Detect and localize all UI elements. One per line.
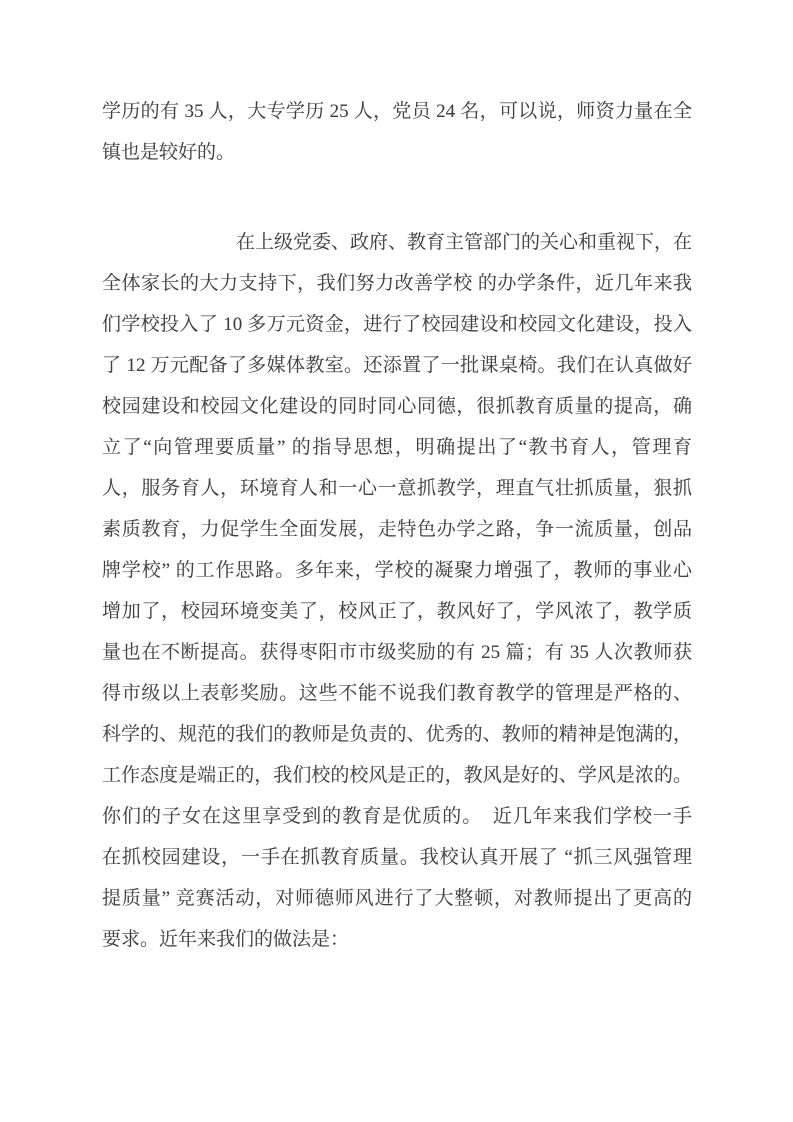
- text-line: 在抓校园建设，一手在抓教育质量。我校认真开展了 “抓三风强管理: [102, 847, 692, 868]
- text-line: 镇也是较好的。: [102, 142, 236, 163]
- text-line: 要求。近年来我们的做法是：: [102, 929, 350, 950]
- text-line: 工作态度是端正的，我们校的校风是正的，教风是好的、学风是浓的。: [102, 765, 692, 786]
- text-line: 得市级以上表彰奖励。这些不能不说我们教育教学的管理是严格的、: [102, 683, 692, 704]
- text-line: 素质教育，力促学生全面发展，走特色办学之路，争一流质量，创品: [102, 519, 692, 540]
- text-line: 提质量” 竞赛活动，对师德师风进行了大整顿，对教师提出了更高的: [102, 888, 692, 909]
- text-line: 增加了，校园环境变美了，校风正了，教风好了，学风浓了，教学质: [102, 601, 692, 622]
- text-line: 在上级党委、政府、教育主管部门的关心和重视下，在: [236, 232, 693, 253]
- paragraph-1: [102, 91, 692, 173]
- text-line: 你们的子女在这里享受到的教育是优质的。 近几年来我们学校一手: [102, 806, 692, 827]
- text-line: 牌学校” 的工作思路。多年来，学校的凝聚力增强了，教师的事业心: [102, 560, 692, 581]
- text-line: 校园建设和校园文化建设的同时同心同德，很抓教育质量的提高，确: [102, 396, 692, 417]
- text-line: 人，服务育人，环境育人和一心一意抓教学，理直气壮抓质量，狠抓: [102, 478, 692, 499]
- paragraph-2: [102, 222, 692, 960]
- text-line: 们学校投入了 10 多万元资金，进行了校园建设和校园文化建设，投入: [102, 314, 692, 335]
- text-line: 量也在不断提高。获得枣阳市市级奖励的有 25 篇；有 35 人次教师获: [102, 642, 692, 663]
- text-line: 了 12 万元配备了多媒体教室。还添置了一批课桌椅。我们在认真做好: [102, 355, 692, 376]
- document-content: [102, 91, 692, 960]
- text-line: 学历的有 35 人，大专学历 25 人，党员 24 名，可以说，师资力量在全: [102, 101, 692, 122]
- text-line: 立了“向管理要质量” 的指导思想，明确提出了“教书育人，管理育: [102, 437, 692, 458]
- text-line: 全体家长的大力支持下，我们努力改善学校 的办学条件，近几年来我: [102, 273, 692, 294]
- text-line: 科学的、规范的我们的教师是负责的、优秀的、教师的精神是饱满的，: [102, 724, 692, 745]
